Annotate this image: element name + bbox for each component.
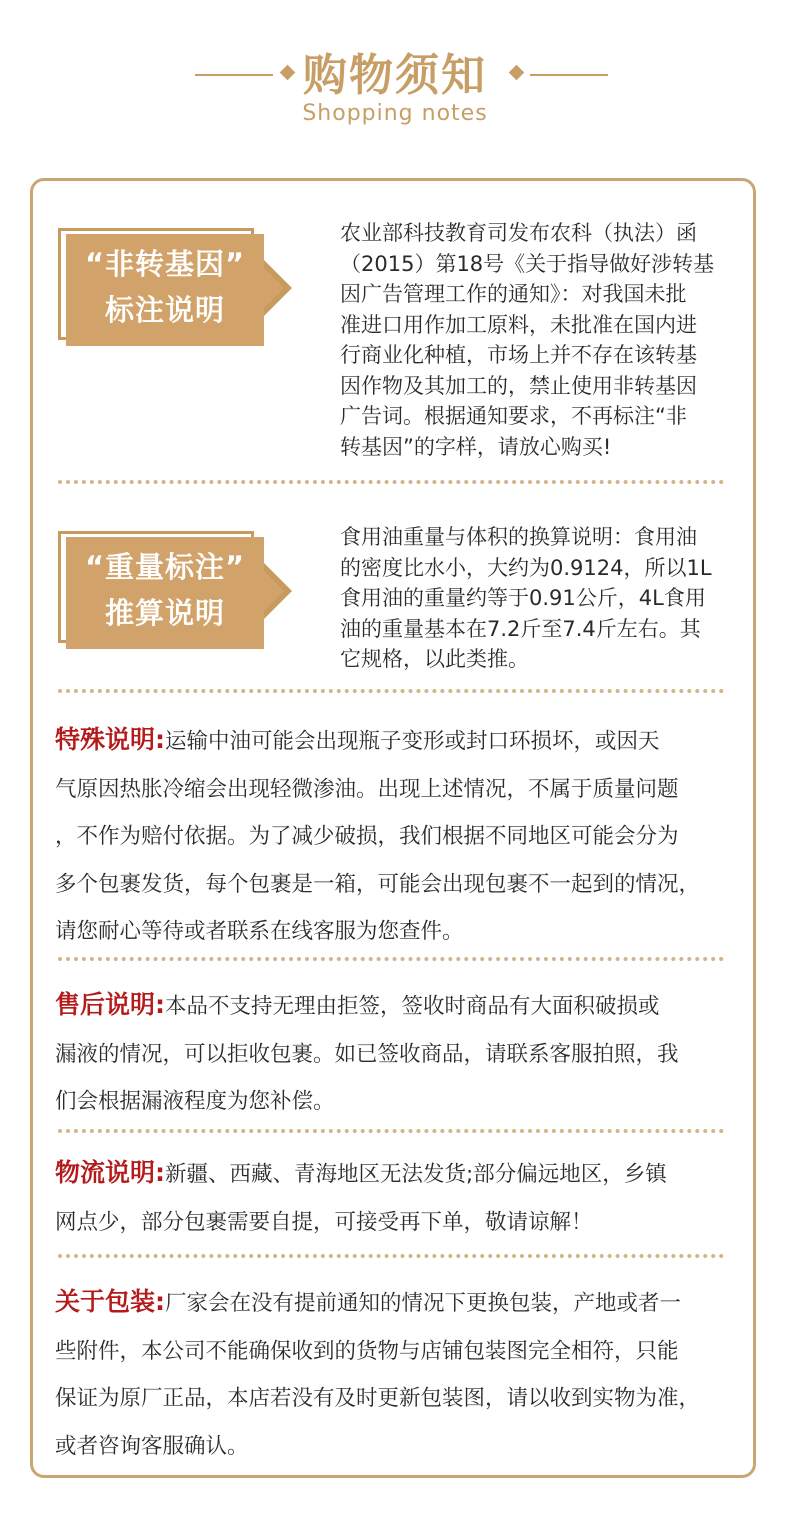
page-subtitle: Shopping notes — [302, 101, 488, 126]
note-after-sales — [55, 981, 745, 1126]
note-first-text: 本品不支持无理由拒签，签收时商品有大面积破损或 — [165, 994, 660, 1019]
note-first-line — [55, 1149, 745, 1199]
text-line: 请您耐心等待或者联系在线客服为您查件。 — [55, 919, 464, 944]
text-line: 漏液的情况，可以拒收包裹。如已签收商品，请联系客服拍照，我 — [55, 1041, 679, 1067]
tag-line-2: 标注说明 — [104, 293, 225, 327]
title-rule-right — [530, 74, 608, 76]
note-label: 关于包装: — [55, 1287, 165, 1316]
text-line: 们会根据漏液程度为您补偿。 — [55, 1089, 335, 1114]
tag-weight — [58, 531, 318, 649]
text-line: 油的重量基本在7.2斤至7.4斤左右。其 — [340, 616, 701, 641]
text-line: 行商业化种植，市场上并不存在该转基 — [340, 343, 697, 367]
text-line: 的密度比水小，大约为0.9124，所以1L — [340, 555, 712, 580]
note-first-line — [55, 981, 745, 1031]
dotted-divider — [58, 1129, 724, 1133]
note-label: 售后说明: — [55, 990, 165, 1019]
dotted-divider — [58, 480, 724, 484]
text-line: 广告词。根据通知要求，不再标注“非 — [340, 404, 687, 428]
text-line: 因作物及其加工的，禁止使用非转基因 — [340, 373, 697, 398]
note-first-line — [55, 1278, 745, 1328]
tag-line-1: “重量标注” — [84, 550, 246, 584]
note-logistics — [55, 1149, 745, 1246]
text-line: 网点少，部分包裹需要自提，可接受再下单，敬请谅解！ — [55, 1209, 593, 1235]
dotted-divider — [58, 957, 724, 961]
text-line: 些附件，本公司不能确保收到的货物与店铺包装图完全相符，只能 — [55, 1338, 679, 1364]
text-line: 气原因热胀冷缩会出现轻微渗油。出现上述情况，不属于质量问题 — [55, 776, 679, 802]
page-header — [0, 0, 790, 160]
note-first-text: 厂家会在没有提前通知的情况下更换包装，产地或者一 — [165, 1291, 682, 1316]
dotted-divider — [58, 1254, 724, 1258]
text-line: 多个包裹发货，每个包裹是一箱，可能会出现包裹不一起到的情况， — [55, 871, 701, 897]
note-first-text: 运输中油可能会出现瓶子变形或封口环损坏，或因天 — [165, 729, 660, 754]
section-text-weight — [340, 522, 712, 675]
text-line: 转基因”的字样，请放心购买! — [340, 434, 612, 459]
text-line: 保证为原厂正品，本店若没有及时更新包装图，请以收到实物为准， — [55, 1386, 701, 1411]
page-title: 购物须知 — [303, 50, 487, 101]
text-line: 准进口用作加工原料，未批准在国内进 — [340, 312, 697, 337]
note-special — [55, 716, 745, 956]
note-packaging — [55, 1278, 745, 1470]
tag-arrow — [264, 268, 284, 308]
note-label: 物流说明: — [55, 1158, 165, 1187]
note-first-line — [55, 716, 745, 766]
tag-arrow — [264, 571, 284, 611]
text-line: 食用油的重量约等于0.91公斤，4L食用 — [340, 586, 706, 610]
text-line: ，不作为赔付依据。为了减少破损，我们根据不同地区可能会分为 — [55, 824, 679, 849]
tag-non-gmo — [58, 228, 318, 346]
text-line: 或者咨询客服确认。 — [55, 1433, 249, 1459]
note-first-text: 新疆、西藏、青海地区无法发货;部分偏远地区，乡镇 — [165, 1162, 667, 1187]
text-line: 因广告管理工作的通知》：对我国未批 — [340, 282, 687, 306]
dotted-divider — [58, 689, 724, 693]
section-text-non-gmo — [340, 218, 714, 462]
note-label: 特殊说明: — [55, 725, 165, 754]
text-line: （2015）第18号《关于指导做好涉转基 — [340, 251, 715, 276]
text-line: 农业部科技教育司发布农科（执法）函 — [340, 221, 697, 245]
text-line: 它规格，以此类推。 — [340, 647, 529, 671]
tag-line-1: “非转基因” — [84, 247, 246, 281]
tag-line-2: 推算说明 — [104, 596, 225, 630]
text-line: 食用油重量与体积的换算说明：食用油 — [340, 525, 697, 549]
